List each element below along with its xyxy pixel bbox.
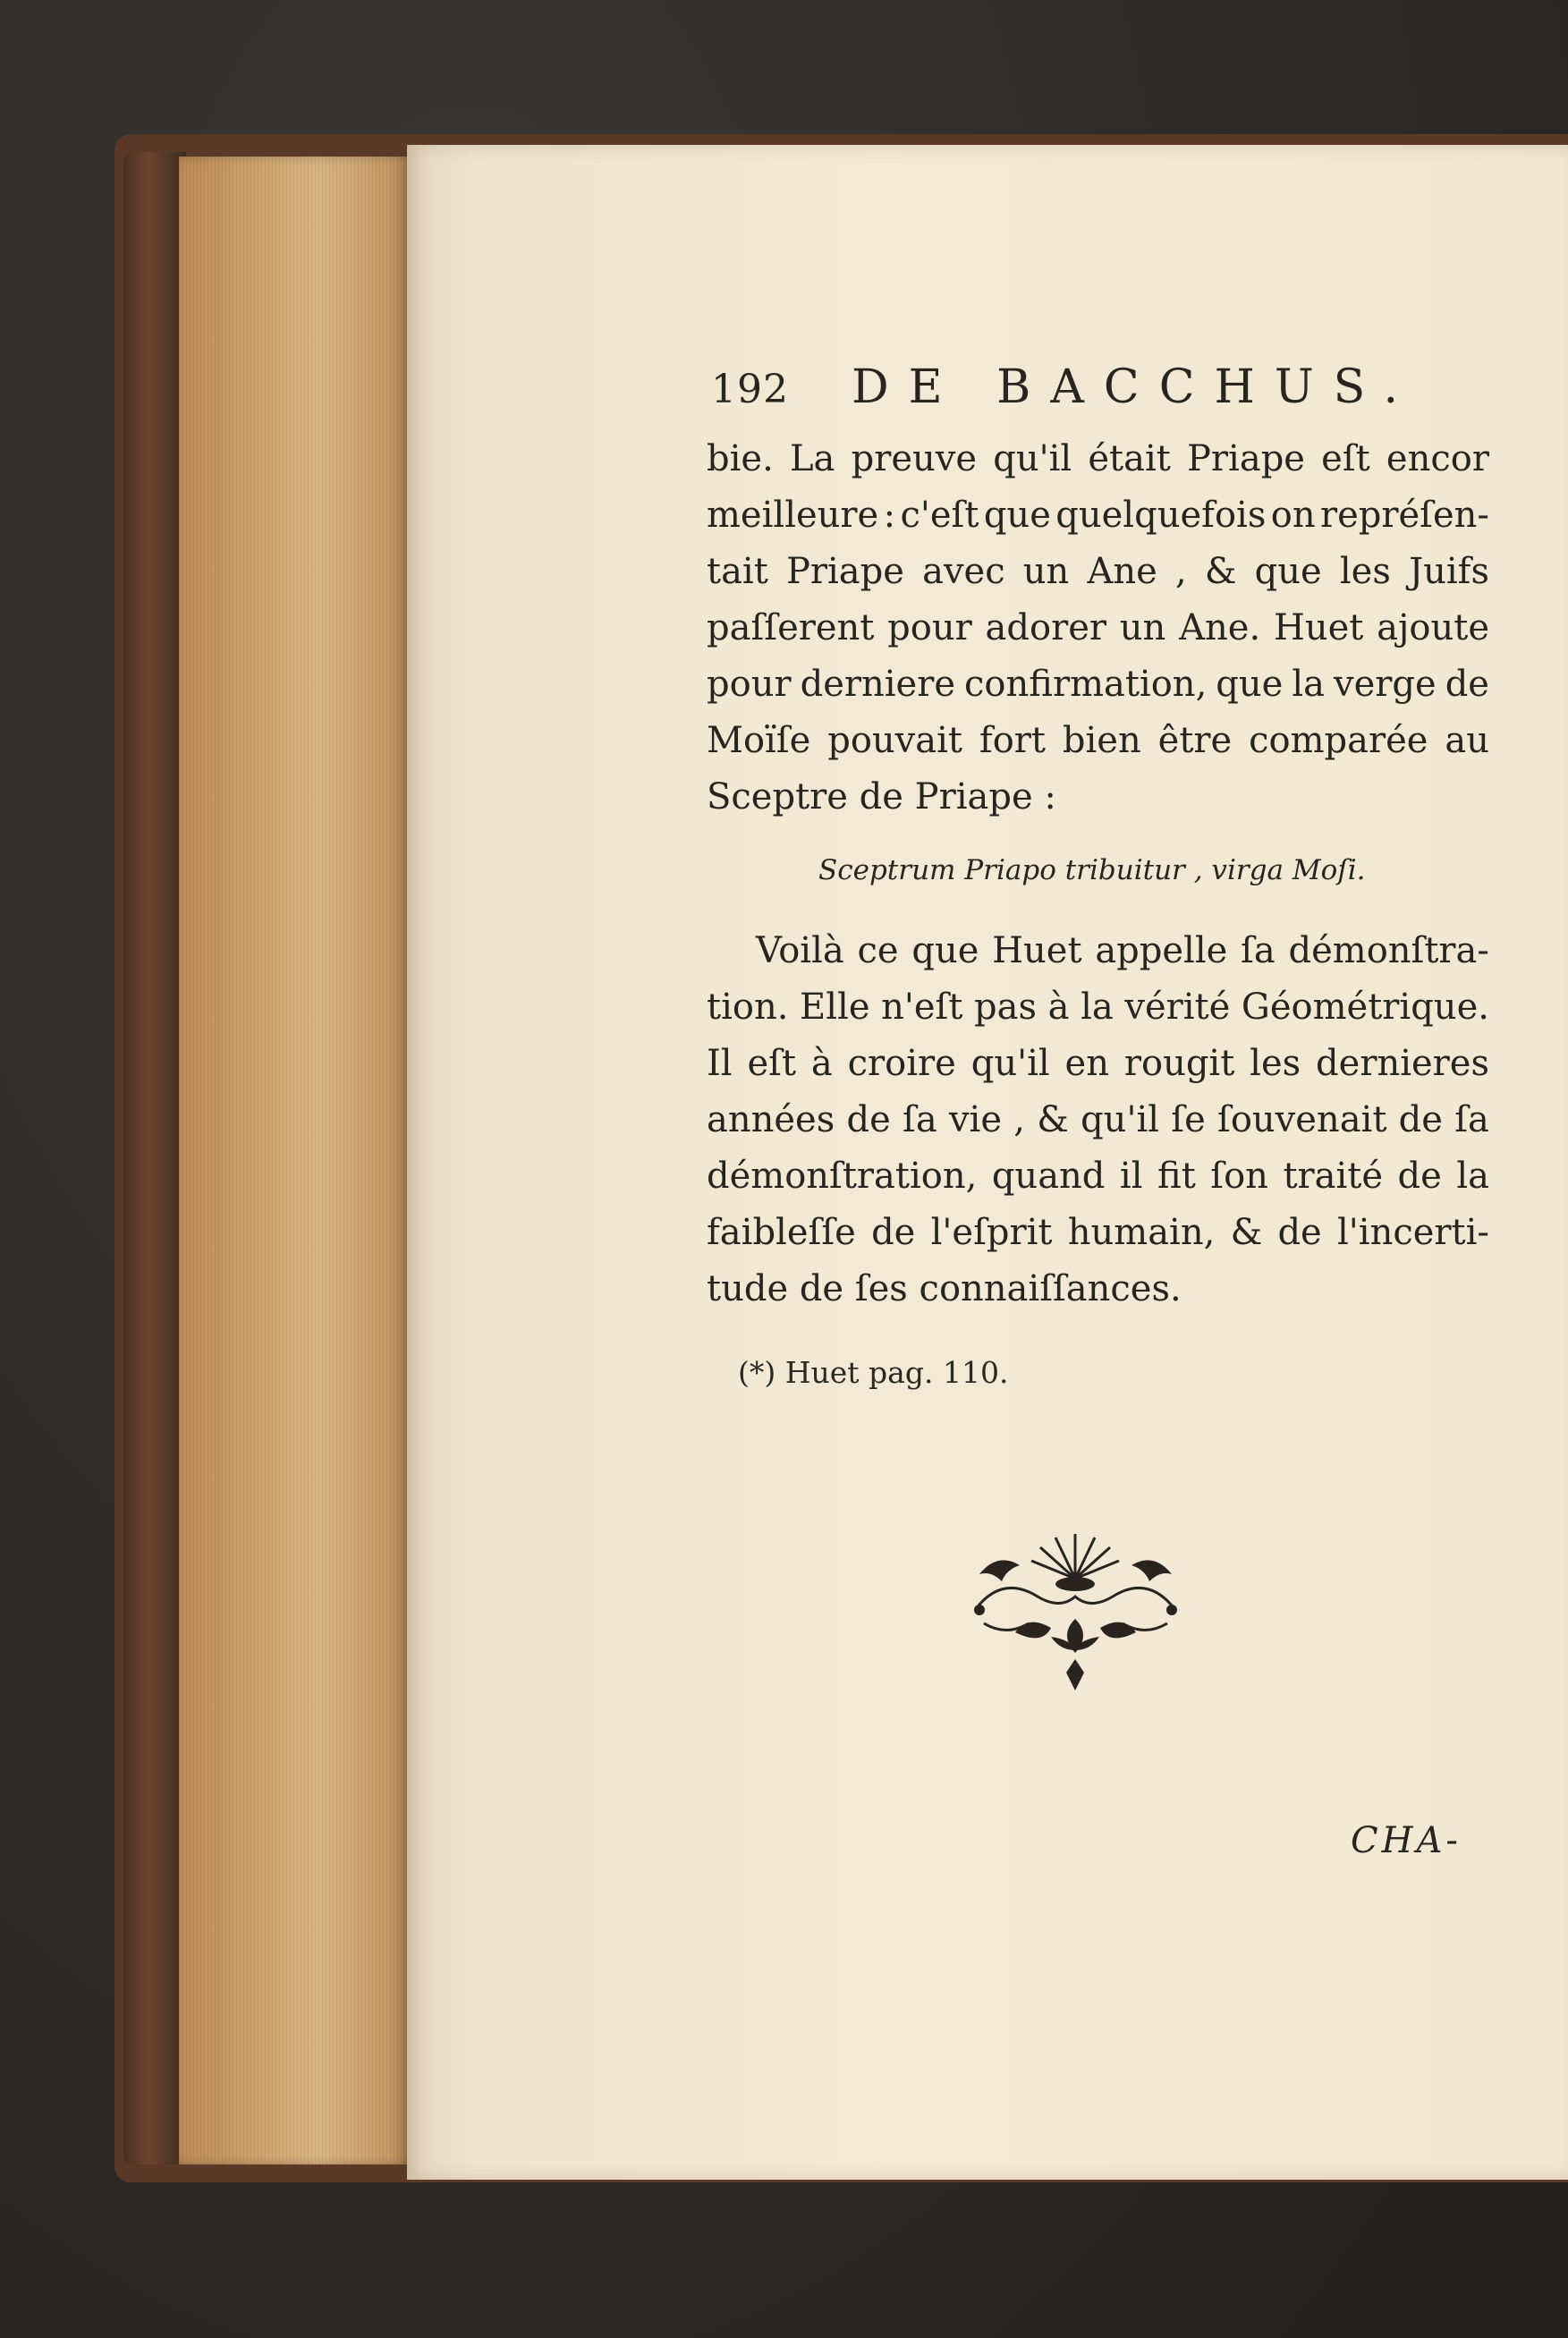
- text-line: démonſtration, quand il fit ſon traité de la: [707, 1156, 1489, 1197]
- paragraph-2: [707, 923, 1489, 1317]
- running-head: [711, 360, 1543, 414]
- text-line: faibleſſe de l'eſprit humain, & de l'incerti-: [707, 1212, 1489, 1253]
- running-head-title: DE BACCHUS.: [851, 360, 1418, 414]
- text-line: tait Priape avec un Ane , & que les Juifs: [707, 551, 1489, 592]
- catchword: CHA-: [1351, 1820, 1462, 1861]
- text-line: bie. La preuve qu'il était Priape eſt encor: [707, 438, 1489, 479]
- footnote: (*) Huet pag. 110.: [738, 1355, 1009, 1390]
- latin-verse: Sceptrum Priapo tribuitur , virga Moſi.: [818, 854, 1366, 886]
- text-line: Voilà ce que Huet appelle ſa démonſtra-: [756, 930, 1489, 971]
- text-line: tion. Elle n'eſt pas à la vérité Géométrique.: [707, 987, 1489, 1028]
- text-line: paſſerent pour adorer un Ane. Huet ajoute: [707, 607, 1489, 648]
- text-line: Sceptre de Priape :: [707, 776, 1056, 817]
- text-line: pour derniere confirmation, que la verge de: [707, 664, 1489, 705]
- page-edges: [179, 157, 411, 2164]
- text-line: tude de ſes connaiſſances.: [707, 1268, 1182, 1309]
- text-line: meilleure : c'eſt que quelquefois on repréſen-: [707, 495, 1489, 536]
- paragraph-1: [707, 431, 1489, 826]
- text-line: Il eſt à croire qu'il en rougit les dernieres: [707, 1043, 1489, 1084]
- text-line: Moïſe pouvait fort bien être comparée au: [707, 720, 1489, 761]
- text-line: années de ſa vie , & qu'il ſe ſouvenait de ſa: [707, 1099, 1489, 1140]
- printers-fleuron-ornament-icon: [962, 1525, 1190, 1699]
- book-cover-edge: [123, 152, 186, 2164]
- page-number: 192: [711, 367, 789, 412]
